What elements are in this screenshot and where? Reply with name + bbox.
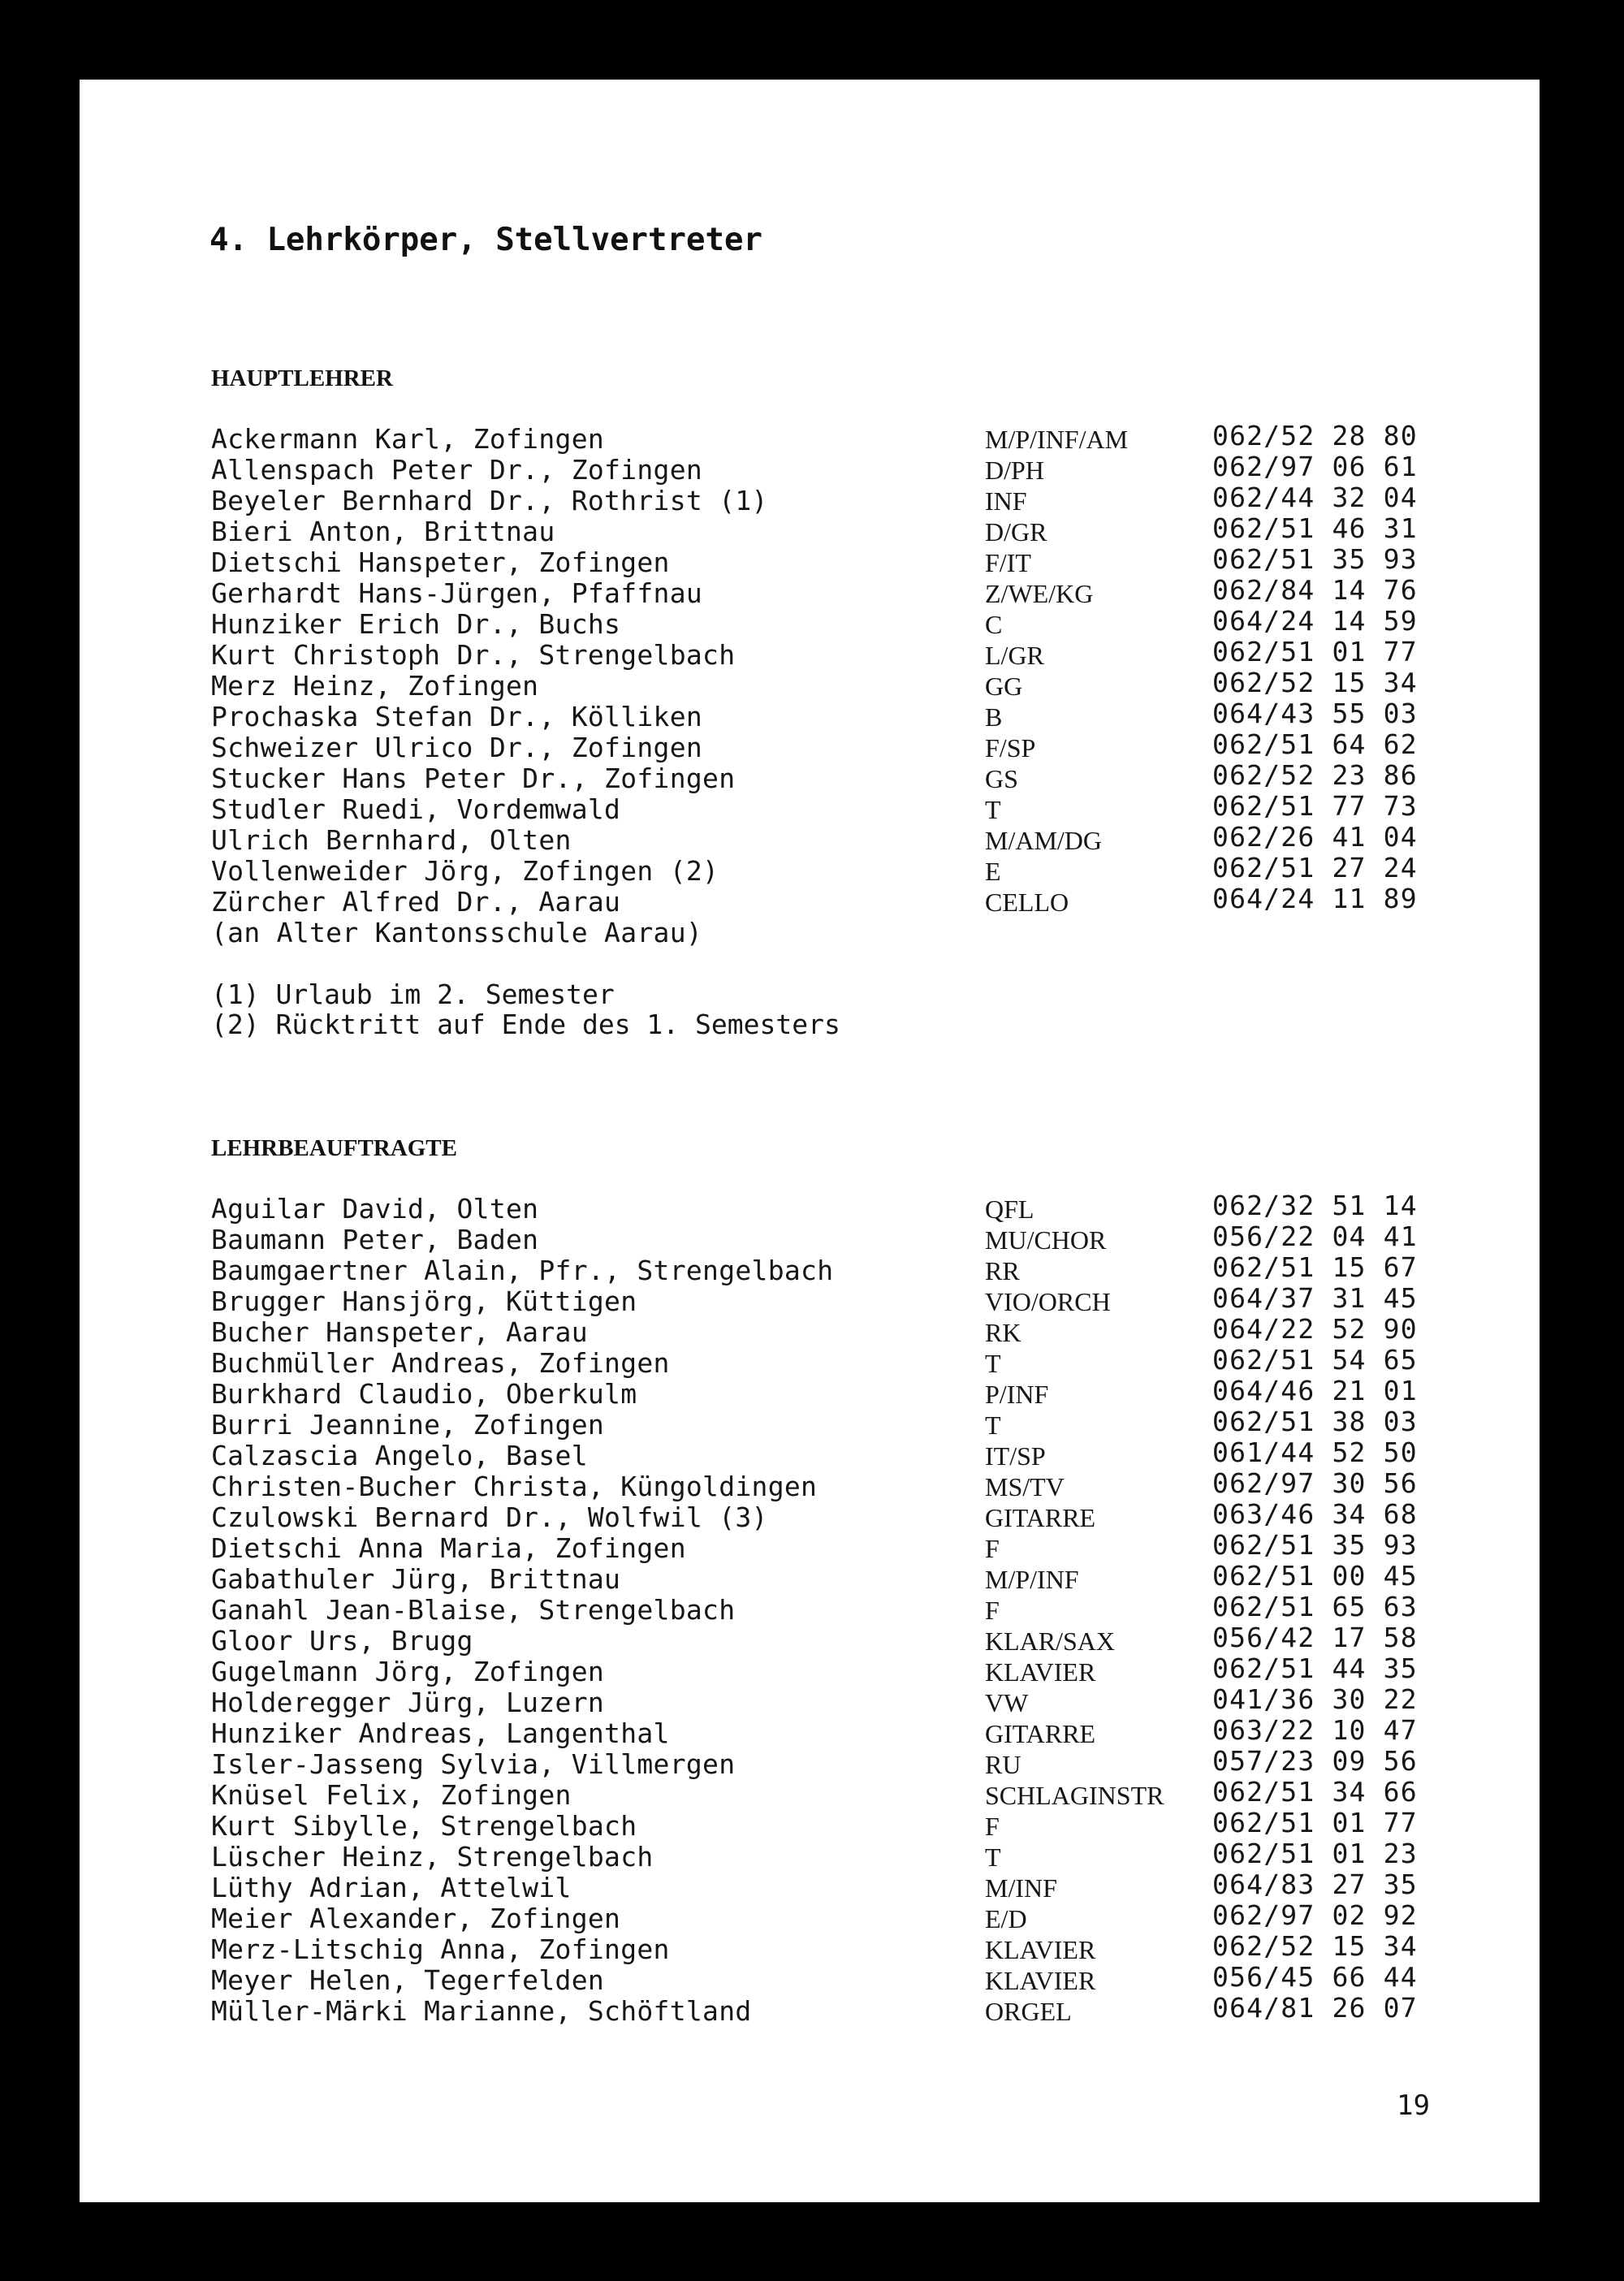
subject-code: CELLO: [985, 888, 1069, 917]
teacher-name: Calzascia Angelo, Basel: [211, 1440, 588, 1471]
subject-code: F/SP: [985, 733, 1036, 762]
teacher-name: Baumann Peter, Baden: [211, 1224, 539, 1255]
phone-number: 061/44 52 50: [1212, 1436, 1418, 1468]
phone-number: 064/24 14 59: [1212, 605, 1418, 637]
teacher-name: Isler-Jasseng Sylvia, Villmergen: [211, 1748, 736, 1780]
teacher-name: Ackermann Karl, Zofingen: [211, 423, 605, 455]
subject-code: D/GR: [985, 517, 1047, 546]
phone-number: 062/26 41 04: [1212, 821, 1418, 853]
phone-number: 056/45 66 44: [1212, 1961, 1418, 1993]
subject-code: RK: [985, 1318, 1021, 1347]
subject-code: E: [985, 857, 1001, 886]
teacher-name: Gerhardt Hans-Jürgen, Pfaffnau: [211, 577, 703, 609]
teacher-name: Gugelmann Jörg, Zofingen: [211, 1656, 605, 1687]
teacher-name: Zürcher Alfred Dr., Aarau: [211, 886, 621, 918]
phone-number: 062/52 15 34: [1212, 1930, 1418, 1962]
phone-number: 064/24 11 89: [1212, 883, 1418, 914]
phone-number: 062/51 65 63: [1212, 1591, 1418, 1622]
phone-number: 062/51 15 67: [1212, 1251, 1418, 1283]
subject-code: E/D: [985, 1904, 1027, 1933]
subject-code: MS/TV: [985, 1472, 1065, 1501]
teacher-name: Bucher Hanspeter, Aarau: [211, 1316, 588, 1348]
subject-code: T: [985, 1411, 1001, 1440]
teacher-name: Aguilar David, Olten: [211, 1193, 539, 1225]
subject-code: QFL: [985, 1195, 1034, 1224]
teacher-name: Hunziker Andreas, Langenthal: [211, 1717, 670, 1749]
phone-number: 041/36 30 22: [1212, 1683, 1418, 1715]
teacher-name: Dietschi Anna Maria, Zofingen: [211, 1532, 686, 1564]
phone-number: 062/51 77 73: [1212, 790, 1418, 822]
subject-code: T: [985, 795, 1001, 824]
phone-number: 062/52 28 80: [1212, 420, 1418, 451]
teacher-name: Merz-Litschig Anna, Zofingen: [211, 1933, 670, 1965]
subject-code: F: [985, 1812, 1000, 1841]
teacher-name: Merz Heinz, Zofingen: [211, 670, 539, 702]
phone-number: 062/51 35 93: [1212, 1529, 1418, 1561]
teacher-name: Buchmüller Andreas, Zofingen: [211, 1347, 670, 1379]
phone-number: 062/51 64 62: [1212, 728, 1418, 760]
subject-code: MU/CHOR: [985, 1225, 1107, 1255]
footnotes: [211, 979, 840, 1039]
subject-code: SCHLAGINSTR: [985, 1781, 1164, 1810]
phone-number: 062/51 44 35: [1212, 1652, 1418, 1684]
subject-code: F: [985, 1534, 1000, 1563]
phone-number: 064/43 55 03: [1212, 698, 1418, 729]
document-page: [80, 80, 1540, 2202]
phone-number: 062/51 27 24: [1212, 852, 1418, 883]
teacher-name: Ganahl Jean-Blaise, Strengelbach: [211, 1594, 736, 1626]
footnote: (1) Urlaub im 2. Semester: [211, 978, 615, 1010]
teacher-name: Lüscher Heinz, Strengelbach: [211, 1841, 654, 1873]
phone-number: 062/44 32 04: [1212, 482, 1418, 513]
phone-number: 062/51 00 45: [1212, 1560, 1418, 1592]
subject-code: GITARRE: [985, 1719, 1096, 1748]
phone-number: 064/22 52 90: [1212, 1313, 1418, 1345]
teacher-name: Prochaska Stefan Dr., Kölliken: [211, 701, 703, 732]
teacher-name: Vollenweider Jörg, Zofingen (2): [211, 855, 719, 887]
teacher-name: Bieri Anton, Brittnau: [211, 516, 555, 547]
teacher-name: Allenspach Peter Dr., Zofingen: [211, 454, 703, 486]
subject-code: RR: [985, 1256, 1020, 1285]
subject-code: F/IT: [985, 548, 1031, 577]
subject-code: GG: [985, 672, 1023, 701]
teacher-name: Schweizer Ulrico Dr., Zofingen: [211, 732, 703, 763]
subject-code: D/PH: [985, 456, 1044, 485]
page-heading: 4. Lehrkörper, Stellvertreter: [209, 222, 762, 258]
teacher-name: Meyer Helen, Tegerfelden: [211, 1964, 605, 1996]
phone-number: 062/52 23 86: [1212, 759, 1418, 791]
teacher-name: Hunziker Erich Dr., Buchs: [211, 608, 621, 640]
phone-number: 064/83 27 35: [1212, 1868, 1418, 1900]
teacher-name: Ulrich Bernhard, Olten: [211, 824, 572, 856]
teacher-name: Meier Alexander, Zofingen: [211, 1903, 621, 1934]
subject-code: GS: [985, 764, 1018, 793]
phone-number: 062/97 30 56: [1212, 1467, 1418, 1499]
subject-code: P/INF: [985, 1380, 1049, 1409]
teacher-name: Knüsel Felix, Zofingen: [211, 1779, 572, 1811]
subject-code: IT/SP: [985, 1441, 1046, 1471]
phone-number: 062/51 35 93: [1212, 543, 1418, 575]
phone-number: 056/42 17 58: [1212, 1622, 1418, 1653]
subject-code: M/INF: [985, 1873, 1057, 1903]
phone-number: 062/51 01 77: [1212, 636, 1418, 667]
subject-code: KLAR/SAX: [985, 1627, 1116, 1656]
teacher-name: Gabathuler Jürg, Brittnau: [211, 1563, 621, 1595]
phone-number: 062/97 06 61: [1212, 451, 1418, 482]
phone-number: 064/81 26 07: [1212, 1992, 1418, 2024]
teacher-name: Burri Jeannine, Zofingen: [211, 1409, 605, 1441]
teacher-name: Burkhard Claudio, Oberkulm: [211, 1378, 637, 1410]
teacher-name: Müller-Märki Marianne, Schöftland: [211, 1995, 752, 2027]
subject-code: M/AM/DG: [985, 826, 1103, 855]
teacher-name: Dietschi Hanspeter, Zofingen: [211, 546, 670, 578]
subject-code: GITARRE: [985, 1503, 1096, 1532]
teacher-name: Beyeler Bernhard Dr., Rothrist (1): [211, 485, 768, 516]
teacher-name: Kurt Sibylle, Strengelbach: [211, 1810, 637, 1842]
phone-number: 062/97 02 92: [1212, 1899, 1418, 1931]
phone-number: 062/32 51 14: [1212, 1190, 1418, 1221]
phone-number: 064/37 31 45: [1212, 1282, 1418, 1314]
phone-number: 063/22 10 47: [1212, 1714, 1418, 1746]
phone-number: 062/52 15 34: [1212, 667, 1418, 698]
phone-number: 062/51 01 23: [1212, 1838, 1418, 1869]
teacher-name: Studler Ruedi, Vordemwald: [211, 793, 621, 825]
teacher-name: Czulowski Bernard Dr., Wolfwil (3): [211, 1501, 768, 1533]
teacher-name: Christen-Bucher Christa, Küngoldingen: [211, 1471, 818, 1502]
teacher-name: Holderegger Jürg, Luzern: [211, 1687, 605, 1718]
subject-code: T: [985, 1349, 1001, 1378]
subject-code: VIO/ORCH: [985, 1287, 1111, 1316]
subject-code: Z/WE/KG: [985, 579, 1094, 608]
subject-code: M/P/INF: [985, 1565, 1079, 1594]
subject-code: M/P/INF/AM: [985, 425, 1129, 454]
phone-number: 062/51 46 31: [1212, 512, 1418, 544]
page-number: 19: [1397, 2089, 1430, 2122]
teacher-name: Kurt Christoph Dr., Strengelbach: [211, 639, 736, 671]
section-title-lehrbeauftragte: LEHRBEAUFTRAGTE: [211, 1135, 457, 1161]
subject-code: VW: [985, 1688, 1029, 1717]
subject-code: ORGEL: [985, 1997, 1072, 2026]
subject-code: L/GR: [985, 641, 1044, 670]
phone-number: 064/46 21 01: [1212, 1375, 1418, 1406]
teacher-name: Baumgaertner Alain, Pfr., Strengelbach: [211, 1255, 834, 1286]
footnote: (2) Rücktritt auf Ende des 1. Semesters: [211, 1009, 840, 1040]
phone-number: 063/46 34 68: [1212, 1498, 1418, 1530]
subject-code: KLAVIER: [985, 1935, 1096, 1964]
phone-number: 062/51 01 77: [1212, 1807, 1418, 1838]
subject-code: C: [985, 610, 1003, 639]
subject-code: F: [985, 1596, 1000, 1625]
teacher-name: Lüthy Adrian, Attelwil: [211, 1872, 572, 1903]
phone-number: 062/51 34 66: [1212, 1776, 1418, 1808]
subject-code: INF: [985, 486, 1027, 516]
teacher-name: Stucker Hans Peter Dr., Zofingen: [211, 762, 736, 794]
section-title-hauptlehrer: HAUPTLEHRER: [211, 365, 393, 391]
teacher-name: Brugger Hansjörg, Küttigen: [211, 1285, 637, 1317]
teacher-name: (an Alter Kantonsschule Aarau): [211, 917, 703, 948]
teacher-name: Gloor Urs, Brugg: [211, 1625, 473, 1657]
subject-code: KLAVIER: [985, 1657, 1096, 1687]
subject-code: B: [985, 702, 1003, 732]
subject-code: RU: [985, 1750, 1021, 1779]
phone-number: 062/84 14 76: [1212, 574, 1418, 606]
phone-number: 057/23 09 56: [1212, 1745, 1418, 1777]
phone-number: 062/51 54 65: [1212, 1344, 1418, 1376]
subject-code: KLAVIER: [985, 1966, 1096, 1995]
phone-number: 062/51 38 03: [1212, 1406, 1418, 1437]
phone-number: 056/22 04 41: [1212, 1220, 1418, 1252]
subject-code: T: [985, 1843, 1001, 1872]
